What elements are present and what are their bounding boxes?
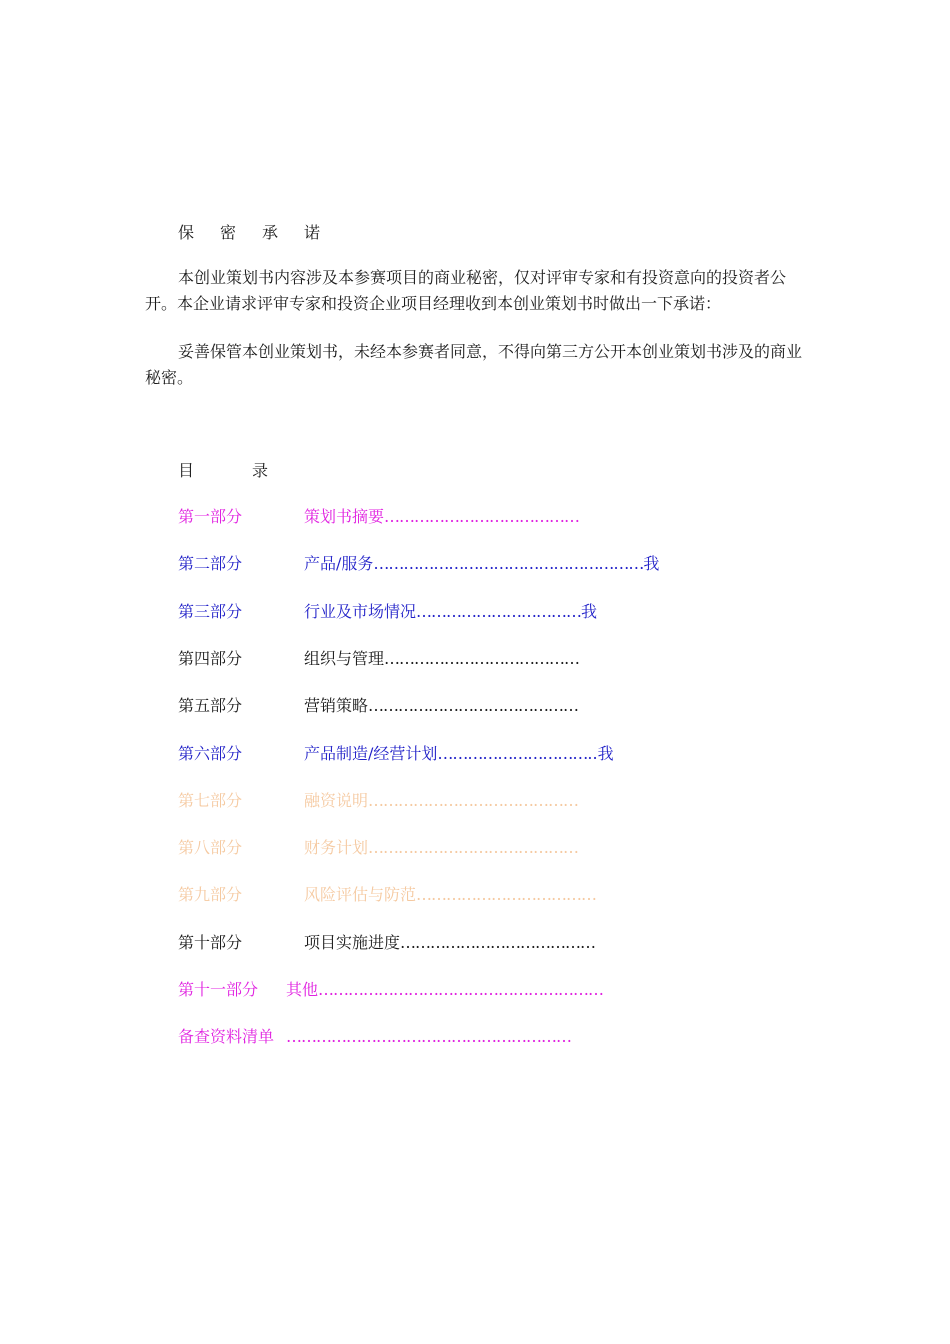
toc-item-leader-dots: …………………………………: [384, 648, 580, 668]
toc-item[interactable]: [178, 931, 595, 955]
toc-item-title: 其他: [286, 980, 319, 999]
toc-item-title: 产品制造/经营计划: [304, 743, 438, 763]
heading-char: 诺: [304, 223, 321, 242]
toc-item-part: 第四部分: [178, 648, 243, 668]
toc-item-part: 第十一部分: [178, 980, 259, 999]
confidentiality-paragraph-1: 本创业策划书内容涉及本参赛项目的商业秘密，仅对评审专家和有投资意向的投资者公开。本企业请求评审专家和投资企业项目经理收到本创业策划书时做出一下承诺：: [145, 268, 787, 313]
toc-item-part: 备查资料清单: [178, 1027, 275, 1047]
toc-item-part: 第三部分: [178, 601, 243, 621]
toc-item[interactable]: [178, 883, 596, 907]
toc-item-title: 营销策略: [304, 696, 369, 716]
toc-item[interactable]: [178, 600, 597, 624]
toc-item-part: 第十部分: [178, 932, 243, 952]
toc-item-leader-dots: …………………………: [437, 743, 588, 763]
toc-item-page: 我: [643, 554, 660, 574]
toc-item-part: 第二部分: [178, 554, 243, 574]
toc-item-leader-dots: …………………………………: [400, 932, 596, 952]
toc-title: [178, 458, 268, 481]
toc-item-leader-dots: ……………………………………: [368, 790, 579, 810]
toc-item-leader-dots: ……………………………………: [368, 696, 579, 716]
toc-item[interactable]: [178, 978, 603, 1002]
toc-item-part: 第五部分: [178, 696, 243, 716]
toc-item-leader-dots: ………………………………: [416, 885, 597, 905]
toc-item-part: 第六部分: [178, 743, 243, 763]
toc-title-char: 录: [252, 461, 269, 480]
toc-item-leader-dots: ………………………………………………: [373, 554, 644, 574]
toc-item-part: 第七部分: [178, 790, 243, 810]
heading-char: 承: [262, 223, 279, 242]
toc-item-page: ..我: [587, 743, 614, 763]
toc-item[interactable]: [178, 647, 579, 671]
heading-char: 保: [178, 223, 195, 242]
toc-item-leader-dots: ……………………………: [416, 601, 582, 621]
toc-item[interactable]: [178, 789, 578, 813]
toc-item-part: 第一部分: [178, 507, 243, 526]
toc-item-title: 组织与管理: [304, 648, 385, 668]
toc-item-title: 财务计划: [304, 838, 369, 858]
toc-item[interactable]: [178, 552, 659, 576]
toc-title-char: 目: [178, 461, 195, 480]
toc-item-title: 产品/服务: [304, 554, 374, 574]
toc-item-page: 我: [581, 601, 598, 621]
toc-item[interactable]: [178, 836, 578, 860]
toc-item-leader-dots: …………………………………………………: [318, 980, 604, 999]
toc-item-title: 策划书摘要: [304, 507, 385, 526]
toc-item-leader-dots: …………………………………: [384, 507, 580, 526]
toc-item[interactable]: [178, 742, 614, 766]
confidentiality-heading: [178, 220, 346, 243]
toc-item-part: 第八部分: [178, 838, 243, 858]
toc-item-leader-dots: ……………………………………: [368, 838, 579, 858]
toc-item-title: 风险评估与防范: [304, 885, 417, 905]
toc-item-title: 行业及市场情况: [304, 601, 417, 621]
heading-char: 密: [220, 223, 237, 242]
toc-item-title: 项目实施进度: [304, 932, 401, 952]
toc-item-title: 融资说明: [304, 790, 369, 810]
confidentiality-paragraph-2: 妥善保管本创业策划书，未经本参赛者同意，不得向第三方公开本创业策划书涉及的商业秘密。: [145, 342, 803, 387]
toc-item-part: 第九部分: [178, 885, 243, 905]
toc-item[interactable]: [178, 694, 578, 718]
toc-item[interactable]: [178, 1025, 571, 1049]
toc-item[interactable]: [178, 505, 579, 529]
toc-item-leader-dots: …………………………………………………: [286, 1027, 571, 1047]
